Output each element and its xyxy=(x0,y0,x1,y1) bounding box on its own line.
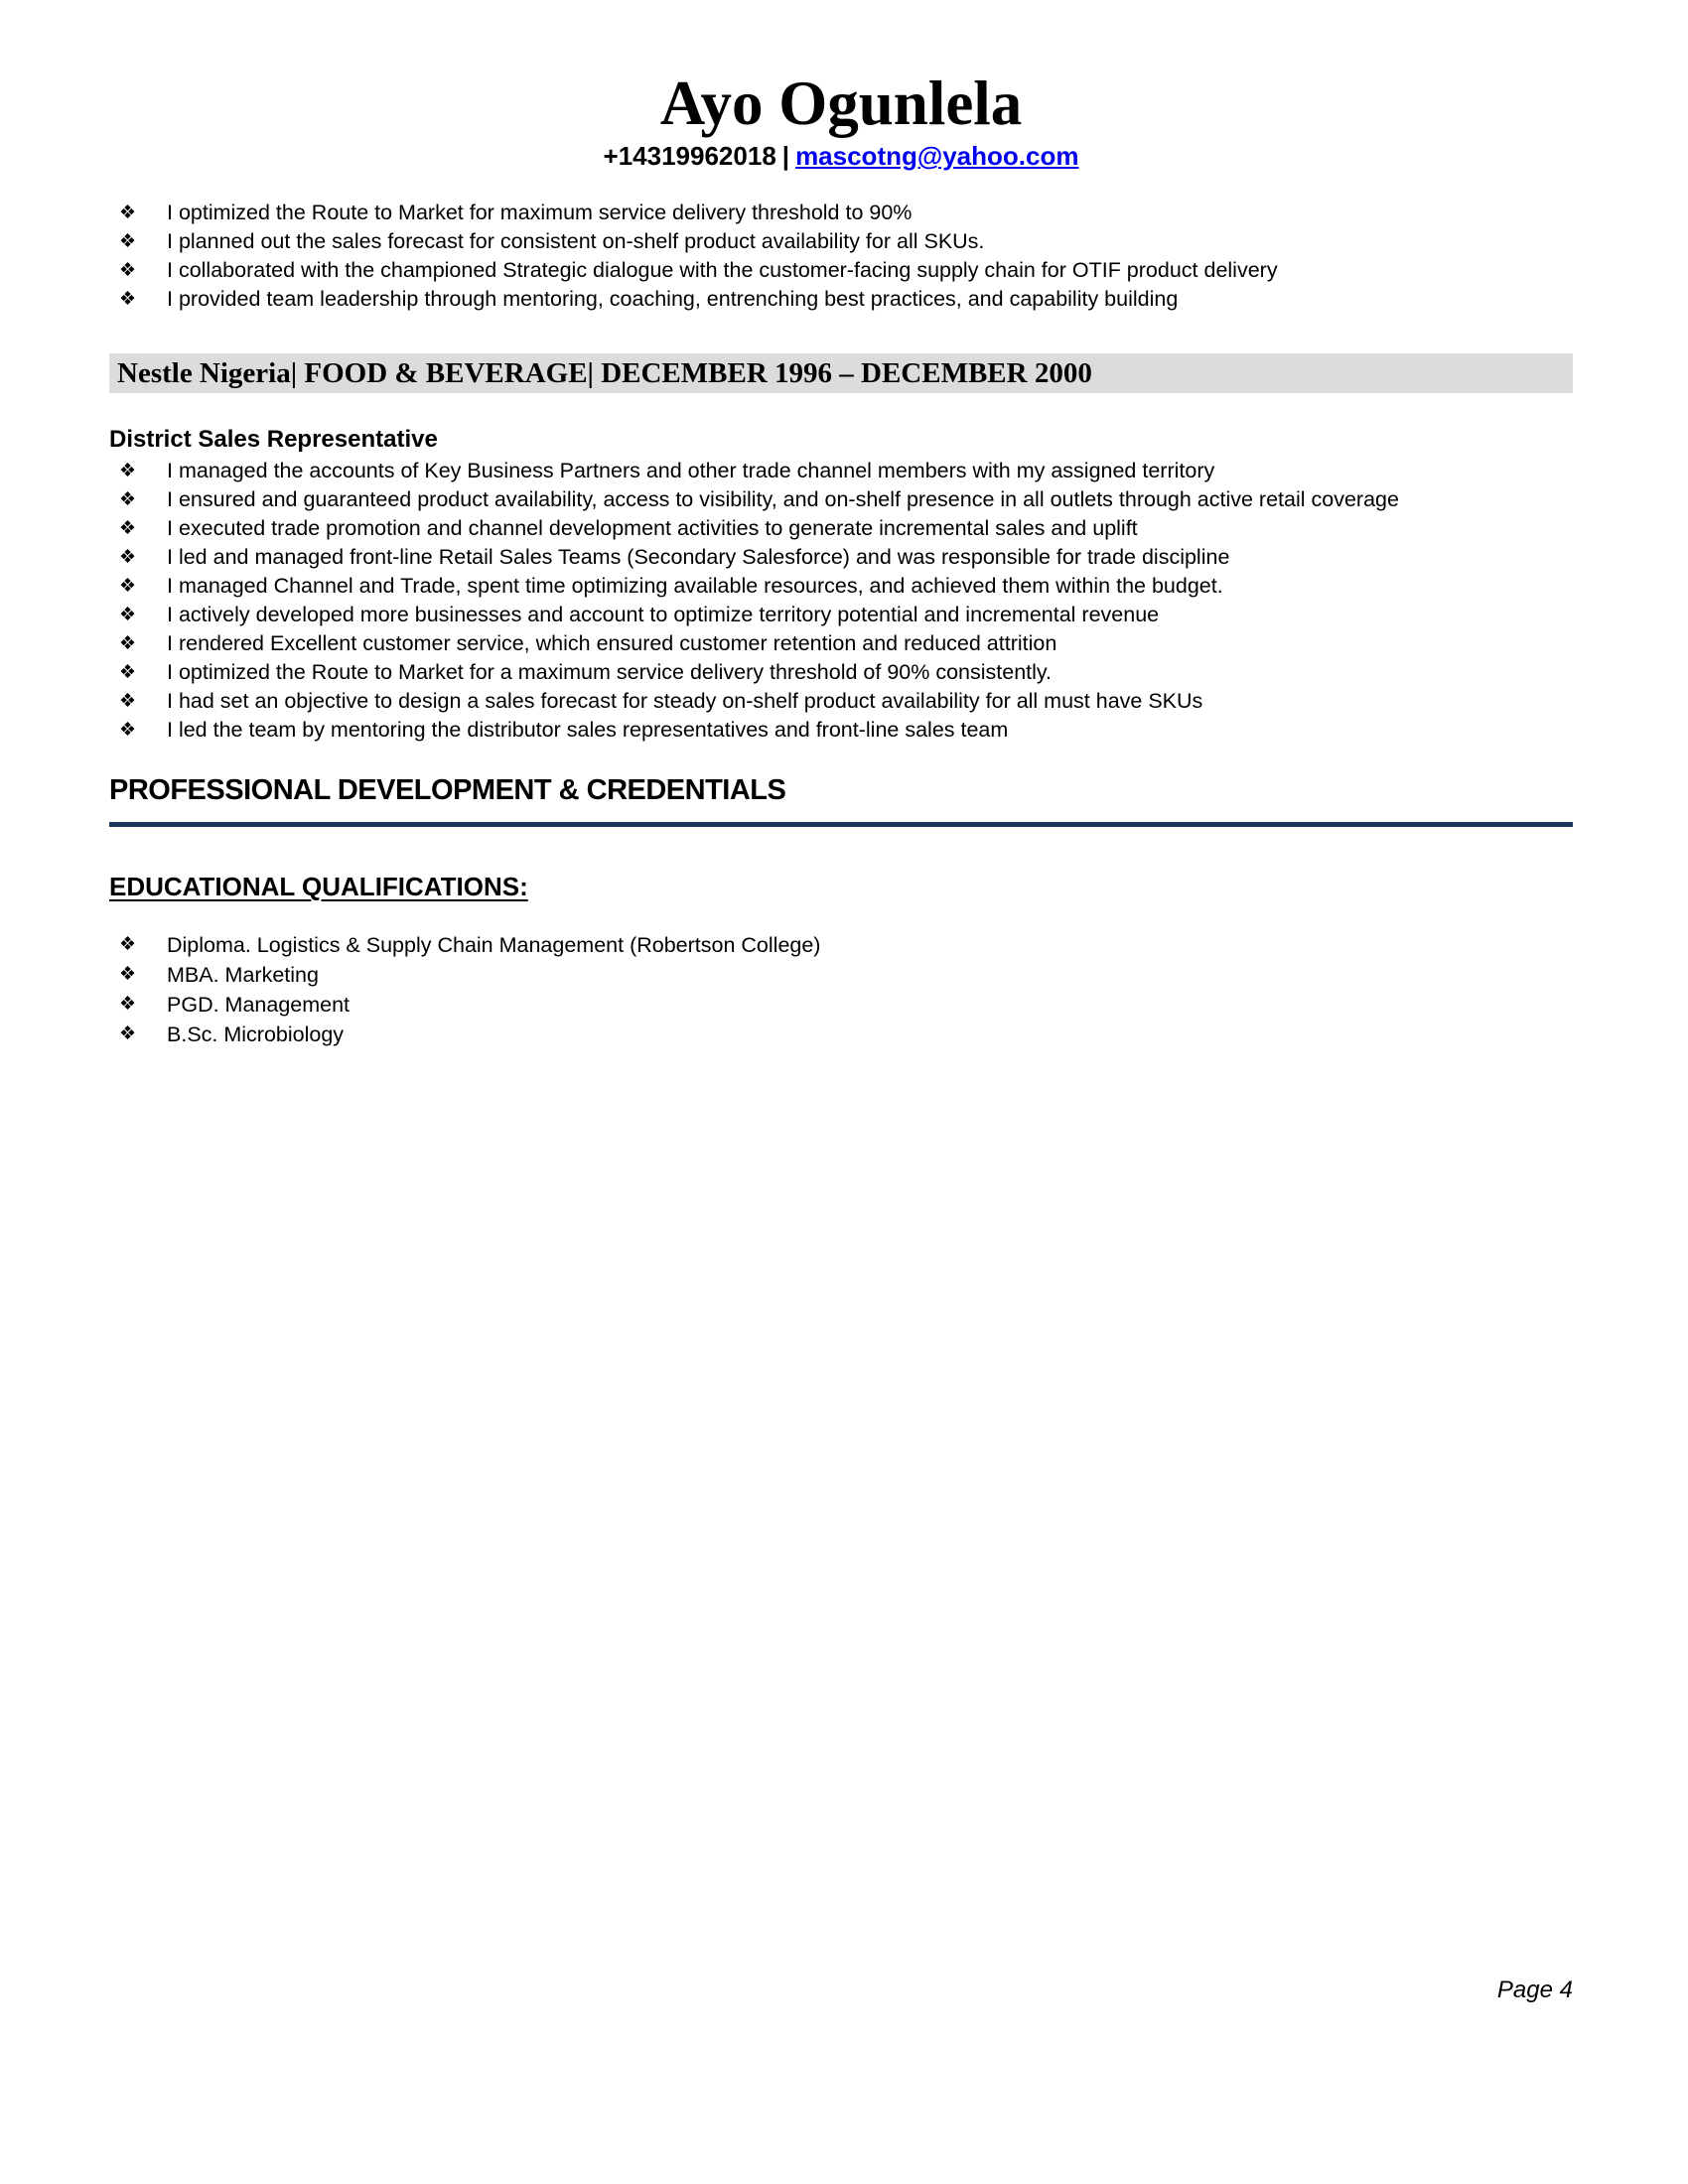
list-item-text: I planned out the sales forecast for consistent on-shelf product availability for all SKUs. xyxy=(167,229,985,253)
diamond-bullet-icon: ❖ xyxy=(119,662,137,683)
list-item xyxy=(109,658,1458,687)
diamond-bullet-icon: ❖ xyxy=(119,691,137,712)
list-item-text: I provided team leadership through mentoring, coaching, entrenching best practices, and capability building xyxy=(167,287,1179,311)
phone-number: +14319962018 xyxy=(603,141,776,171)
diamond-bullet-icon: ❖ xyxy=(119,605,137,625)
list-item-text: I led and managed front-line Retail Sales Teams (Secondary Salesforce) and was responsible for trade discipline xyxy=(167,545,1230,569)
list-item-text: I ensured and guaranteed product availability, access to visibility, and on-shelf presence in all outlets through active retail coverage xyxy=(167,487,1399,511)
list-item xyxy=(109,485,1458,514)
diamond-bullet-icon: ❖ xyxy=(119,489,137,510)
list-item-text: I optimized the Route to Market for a maximum service delivery threshold of 90% consistently. xyxy=(167,660,1053,684)
list-item xyxy=(109,285,1458,314)
employer-header-bar: Nestle Nigeria| FOOD & BEVERAGE| DECEMBER 1996 – DECEMBER 2000 xyxy=(109,353,1573,393)
list-item xyxy=(109,687,1458,716)
diamond-bullet-icon: ❖ xyxy=(119,260,137,281)
list-item xyxy=(109,990,1458,1020)
list-item xyxy=(109,572,1458,601)
list-item-text: I optimized the Route to Market for maximum service delivery threshold to 90% xyxy=(167,201,913,224)
list-item-text: I managed Channel and Trade, spent time optimizing available resources, and achieved them within the budget. xyxy=(167,574,1223,598)
list-item-text: Diploma. Logistics & Supply Chain Management (Robertson College) xyxy=(167,933,821,957)
section-heading-professional-development: PROFESSIONAL DEVELOPMENT & CREDENTIALS xyxy=(109,774,786,806)
list-item-text: I had set an objective to design a sales forecast for steady on-shelf product availability for all must have SKUs xyxy=(167,689,1203,713)
diamond-bullet-icon: ❖ xyxy=(119,633,137,654)
list-item xyxy=(109,716,1458,745)
diamond-bullet-icon: ❖ xyxy=(119,934,137,955)
list-item-text: I actively developed more businesses and account to optimize territory potential and incremental revenue xyxy=(167,603,1160,626)
list-item xyxy=(109,457,1458,485)
diamond-bullet-icon: ❖ xyxy=(119,231,137,252)
list-item xyxy=(109,199,1458,227)
email-link[interactable]: mascotng@yahoo.com xyxy=(795,141,1079,171)
list-item-text: PGD. Management xyxy=(167,993,351,1017)
role-title: District Sales Representative xyxy=(109,426,438,453)
list-item xyxy=(109,601,1458,629)
diamond-bullet-icon: ❖ xyxy=(119,720,137,741)
role-bullet-list xyxy=(109,457,1489,745)
diamond-bullet-icon: ❖ xyxy=(119,518,137,539)
list-item-text: I rendered Excellent customer service, which ensured customer retention and reduced attrition xyxy=(167,631,1057,655)
diamond-bullet-icon: ❖ xyxy=(119,289,137,310)
person-name: Ayo Ogunlela xyxy=(659,68,1023,138)
list-item-text: I executed trade promotion and channel development activities to generate incremental sales and uplift xyxy=(167,516,1138,540)
diamond-bullet-icon: ❖ xyxy=(119,964,137,985)
list-item xyxy=(109,543,1458,572)
diamond-bullet-icon: ❖ xyxy=(119,1024,137,1044)
page-number: Page 4 xyxy=(1496,1977,1573,2003)
education-bullet-list xyxy=(109,930,1489,1049)
diamond-bullet-icon: ❖ xyxy=(119,576,137,597)
intro-bullet-list xyxy=(109,199,1489,314)
section-divider-rule xyxy=(109,822,1573,827)
contact-line xyxy=(109,139,1573,173)
list-item-text: I collaborated with the championed Strategic dialogue with the customer-facing supply chain for OTIF product delivery xyxy=(167,258,1278,282)
list-item xyxy=(109,930,1458,960)
diamond-bullet-icon: ❖ xyxy=(119,203,137,223)
education-heading: EDUCATIONAL QUALIFICATIONS: xyxy=(109,872,528,901)
list-item xyxy=(109,227,1458,256)
list-item-text: B.Sc. Microbiology xyxy=(167,1023,345,1046)
contact-separator: | xyxy=(781,141,790,171)
list-item xyxy=(109,256,1458,285)
list-item-text: I managed the accounts of Key Business Partners and other trade channel members with my assigned territory xyxy=(167,459,1215,482)
list-item-text: I led the team by mentoring the distributor sales representatives and front-line sales team xyxy=(167,718,1009,742)
list-item-text: MBA. Marketing xyxy=(167,963,319,987)
list-item xyxy=(109,629,1458,658)
list-item xyxy=(109,514,1458,543)
list-item xyxy=(109,960,1458,990)
list-item xyxy=(109,1020,1458,1049)
diamond-bullet-icon: ❖ xyxy=(119,461,137,481)
diamond-bullet-icon: ❖ xyxy=(119,994,137,1015)
diamond-bullet-icon: ❖ xyxy=(119,547,137,568)
